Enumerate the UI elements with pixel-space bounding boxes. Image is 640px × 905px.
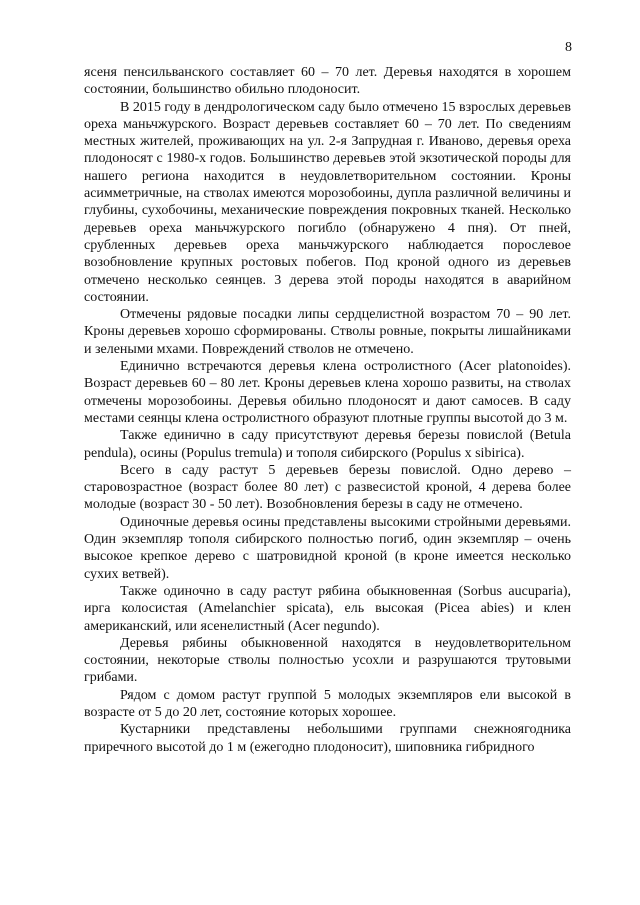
paragraph: В 2015 году в дендрологическом саду было отмечено 15 взрослых деревьев ореха маньчжурского. Возраст деревьев составляет 60 – 70 лет. По сведениям местных жителей, проживающих на ул. 2-я Запрудная г. Иваново, деревья ореха плодоносят с 1980-х годов. Большинство деревьев этой экзотической породы для нашего региона находится в неудовлетворительном состоянии. Кроны асимметричные, на стволах имеются морозобоины, дупла различной величины и глубины, сухобочины, механические повреждения покровных тканей. Несколько деревьев ореха маньчжурского погибло (обнаружено 4 пня). От пней, срубленных деревьев ореха маньчжурского наблюдается порослевое возобновление крупных ростовых побегов. Под кроной одного из деревьев отмечено несколько сеянцев. 3 дерева этой породы находятся в аварийном состоянии. [84,99,571,305]
body-text [84,64,571,756]
paragraph: Отмечены рядовые посадки липы сердцелистной возрастом 70 – 90 лет. Кроны деревьев хорошо сформированы. Стволы ровные, покрыты лишайниками и зелеными мхами. Повреждений стволов не отмечено. [84,307,571,357]
paragraph: Также единично в саду присутствуют деревья березы повислой (Betula pendula), осины (Populus tremula) и тополя сибирского (Populus x sibirica). [84,428,571,461]
paragraph: Деревья рябины обыкновенной находятся в неудовлетворительном состоянии, некоторые стволы полностью усохли и разрушаются трутовыми грибами. [84,635,571,686]
paragraph: ясеня пенсильванского составляет 60 – 70 лет. Деревья находятся в хорошем состоянии, большинство обильно плодоносит. [84,65,571,98]
paragraph: Всего в саду растут 5 деревьев березы повислой. Одно дерево – старовозрастное (возраст более 80 лет) с развесистой кроной, 4 дерева более молодые (возраст 30 - 50 лет). Возобновления березы в саду не отмечено. [84,462,571,513]
paragraph: Также одиночно в саду растут рябина обыкновенная (Sorbus aucuparia), ирга колосистая (Amelanchier spicata), ель высокая (Picea abies) и клен американский, или ясенелистный (Acer negundo). [84,583,571,634]
paragraph: Одиночные деревья осины представлены высокими стройными деревьями. Один экземпляр тополя сибирского полностью погиб, один экземпляр – очень высокое крепкое дерево с шатровидной кроной (в кроне имеется несколько сухих ветвей). [84,514,571,582]
paragraph: Кустарники представлены небольшими группами снежноягодника приречного высотой до 1 м (ежегодно плодоносит), шиповника гибридного [84,722,571,755]
paragraph: Единично встречаются деревья клена остролистного (Acer platonoides). Возраст деревьев 60 – 80 лет. Кроны деревьев клена хорошо развиты, на стволах отмечены морозобоины. Деревья обильно плодоносят и дают самосев. В саду местами сеянцы клена остролистного образуют плотные группы высотой до 3 м. [84,359,571,426]
page-number: 8 [565,40,572,55]
paragraph: Рядом с домом растут группой 5 молодых экземпляров ели высокой в возрасте от 5 до 20 лет, состояние которых хорошее. [84,687,571,720]
